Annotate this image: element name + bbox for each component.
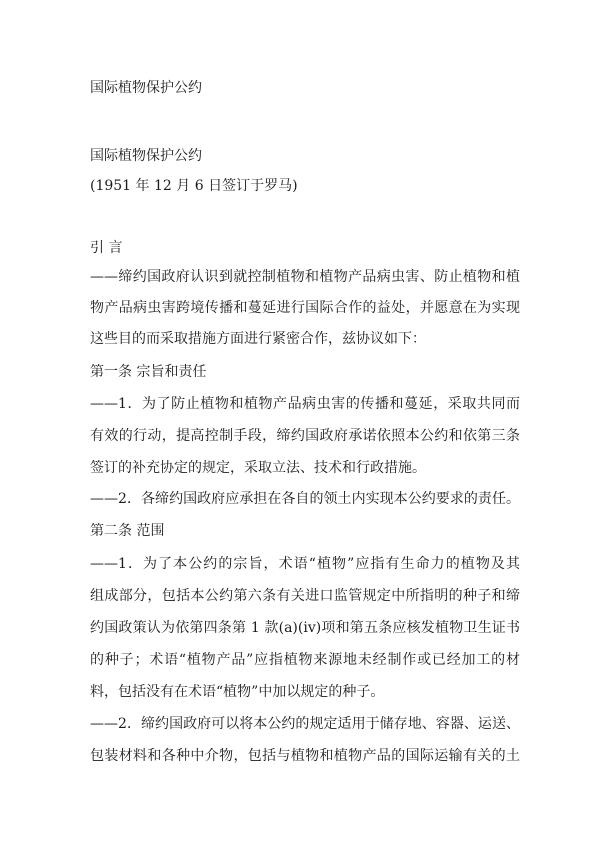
intro-line-3: 这些目的而采取措施方面进行紧密合作，兹协议如下： [90, 331, 426, 347]
article1-line-3: 签订的补充协定的规定，采取立法、技术和行政措施。 [90, 460, 426, 476]
article2-line-1: ——1．为了本公约的宗旨，术语“植物”应指有生命力的植物及其 [90, 556, 520, 572]
article2-line-7: 包装材料和各种中介物，包括与植物和植物产品的国际运输有关的土 [90, 748, 520, 764]
article1-line-4: ——2．各缔约国政府应承担在各自的领土内实现本公约要求的责任。 [90, 491, 520, 507]
header-title: 国际植物保护公约 [90, 80, 202, 96]
article1-line-2: 有效的行动，提高控制手段，缔约国政府承诺依照本公约和依第三条 [90, 428, 520, 444]
article2-heading: 第二条 范围 [90, 523, 165, 539]
article2-line-6: ——2．缔约国政府可以将本公约的规定适用于储存地、容器、运送、 [90, 716, 520, 732]
intro-line-2: 物产品病虫害跨境传播和蔓延进行国际合作的益处，并愿意在为实现 [90, 300, 520, 316]
article2-line-5: 料，包括没有在术语“植物”中加以规定的种子。 [90, 684, 385, 700]
intro-line-1: ——缔约国政府认识到就控制植物和植物产品病虫害、防止植物和植 [90, 269, 520, 285]
intro-heading: 引 言 [90, 240, 123, 256]
article2-line-2: 组成部分，包括本公约第六条有关进口监管规定中所指明的种子和缔 [90, 588, 520, 604]
article2-line-4: 的种子；术语“植物产品”应指植物来源地未经制作或已经加工的材 [90, 652, 520, 668]
document-subtitle: (1951 年 12 月 6 日签订于罗马) [90, 178, 298, 194]
article2-line-3: 约国政策认为依第四条第 1 款(a)(iv)项和第五条应核发植物卫生证书 [90, 620, 520, 636]
article1-line-1: ——1．为了防止植物和植物产品病虫害的传播和蔓延，采取共同而 [90, 396, 520, 412]
article1-heading: 第一条 宗旨和责任 [90, 364, 207, 380]
document-title: 国际植物保护公约 [90, 148, 202, 164]
